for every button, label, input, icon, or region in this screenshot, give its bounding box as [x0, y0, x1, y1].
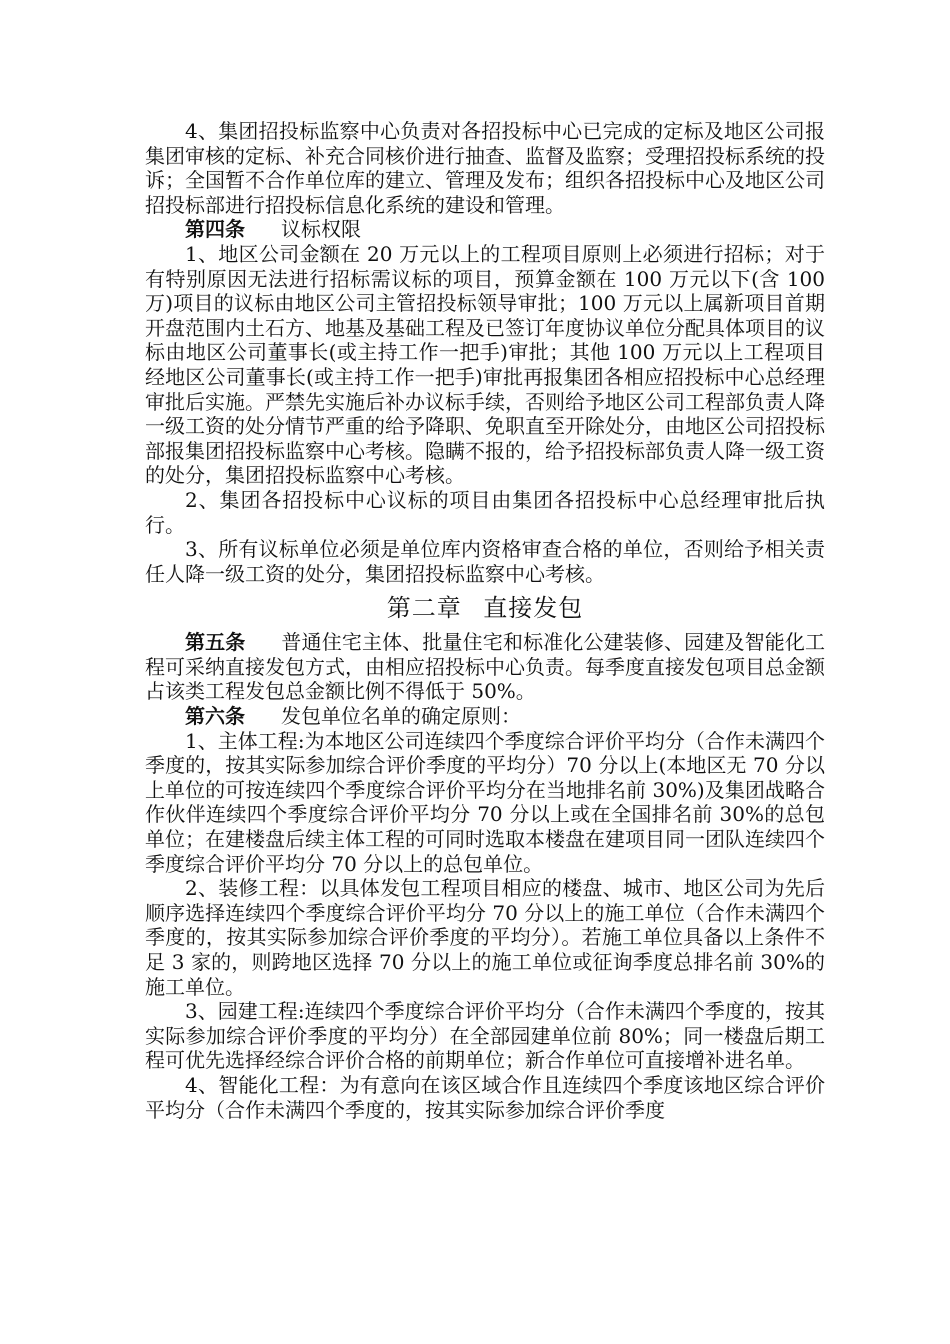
article-6-item-2: 2、装修工程：以具体发包工程项目相应的楼盘、城市、地区公司为先后顺序选择连续四个季度综合评价平均分 70 分以上的施工单位（合作未满四个季度的，按其实际参加综合评价季度的平均分）。若施工单位具备以上条件不足 3 家的，则跨地区选择 70 分以上的施工单位或征询季度总排名前 30%的施工单位。 — [145, 876, 825, 999]
article-4-item-1: 1、地区公司金额在 20 万元以上的工程项目原则上必须进行招标；对于有特别原因无法进行招标需议标的项目，预算金额在 100 万元以下(含 100 万)项目的议标由地区公司主管招投标领导审批；100 万元以上属新项目首期开盘范围内土石方、地基及基础工程及已签订年度协议单位分配具体项目的议标由地区公司董事长(或主持工作一把手)审批；其他 100 万元以上工程项目经地区公司董事长(或主持工作一把手)审批再报集团各相应招投标中心总经理审批后实施。严禁先实施后补办议标手续，否则给予地区公司工程部负责人降一级工资的处分情节严重的给予降职、免职直至开除处分，由地区公司招投标部报集团招投标监察中心考核。隐瞒不报的，给予招投标部负责人降一级工资的处分，集团招投标监察中心考核。 — [145, 241, 825, 488]
chapter-2-number: 第二章 — [386, 594, 462, 623]
document-page — [145, 119, 825, 1122]
article-5 — [145, 630, 825, 704]
article-6-title: 发包单位名单的确定原则： — [281, 704, 521, 729]
article-4-item-2: 2、集团各招投标中心议标的项目由集团各招投标中心总经理审批后执行。 — [145, 487, 825, 537]
article-6-item-4: 4、智能化工程：为有意向在该区域合作且连续四个季度该地区综合评价平均分（合作未满四个季度的，按其实际参加综合评价季度 — [145, 1072, 825, 1122]
article-4-item-3: 3、所有议标单位必须是单位库内资格审查合格的单位，否则给予相关责任人降一级工资的处分，集团招投标监察中心考核。 — [145, 537, 825, 586]
chapter-2-name: 直接发包 — [483, 594, 584, 623]
article-6-item-3: 3、园建工程:连续四个季度综合评价平均分（合作未满四个季度的，按其实际参加综合评价季度的平均分）在全部园建单位前 80%；同一楼盘后期工程可优先选择经综合评价合格的前期单位；新合作单位可直接增补进名单。 — [145, 999, 825, 1073]
article-6-label: 第六条 — [185, 704, 245, 729]
article-4-title: 议标权限 — [281, 217, 361, 242]
article-6-item-1: 1、主体工程:为本地区公司连续四个季度综合评价平均分（合作未满四个季度的，按其实际参加综合评价季度的平均分）70 分以上(本地区无 70 分以上单位的可按连续四个季度综合评价平均分在当地排名前 30%)及集团战略合作伙伴连续四个季度综合评价平均分 70 分以上或在全国排名前 30%的总包单位；在建楼盘后续主体工程的可同时选取本楼盘在建项目同一团队连续四个季度综合评价平均分 70 分以上的总包单位。 — [145, 728, 825, 876]
article-4-heading — [145, 217, 825, 242]
article-4-label: 第四条 — [185, 217, 245, 242]
article-6-heading — [145, 704, 825, 729]
article-5-label: 第五条 — [185, 630, 246, 655]
article-5-text: 普通住宅主体、批量住宅和标准化公建装修、园建及智能化工程可采纳直接发包方式，由相应招投标中心负责。每季度直接发包项目总金额占该类工程发包总金额比例不得低于 50%。 — [145, 630, 826, 704]
paragraph-item-4: 4、集团招投标监察中心负责对各招投标中心已完成的定标及地区公司报集团审核的定标、补充合同核价进行抽查、监督及监察；受理招投标系统的投诉；全国暂不合作单位库的建立、管理及发布；组织各招投标中心及地区公司招投标部进行招投标信息化系统的建设和管理。 — [145, 119, 825, 217]
chapter-2-title — [145, 592, 825, 624]
